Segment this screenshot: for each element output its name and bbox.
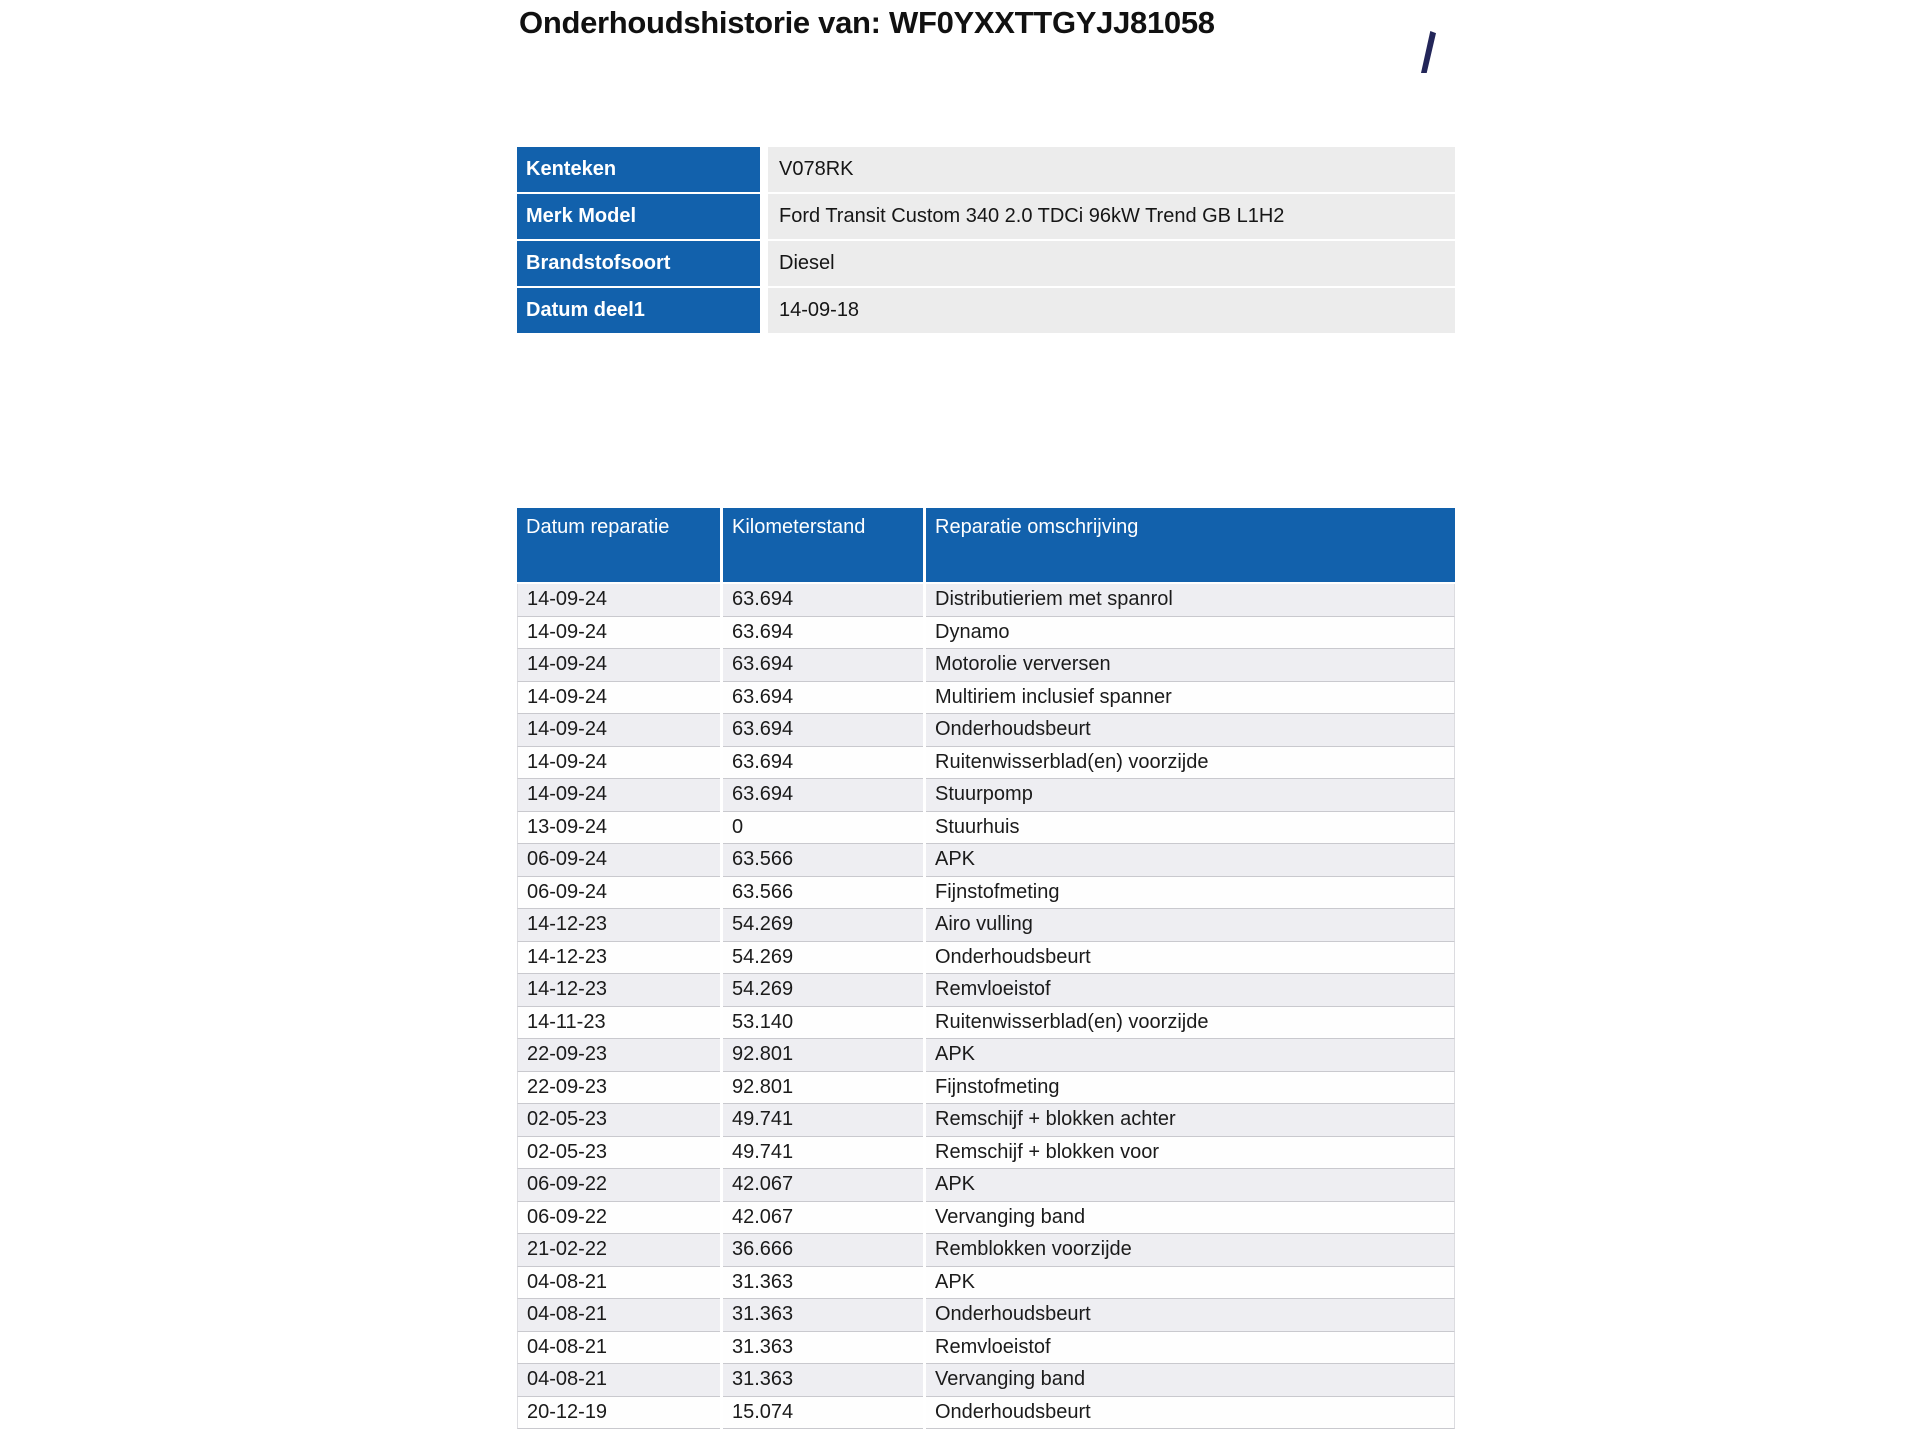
table-row bbox=[517, 617, 1455, 650]
column-header-datum-reparatie: Datum reparatie bbox=[517, 508, 720, 582]
info-value: V078RK bbox=[768, 147, 1455, 192]
maintenance-table-header bbox=[517, 508, 1455, 582]
cell-datum-reparatie: 04-08-21 bbox=[517, 1364, 720, 1397]
cell-datum-reparatie: 06-09-22 bbox=[517, 1202, 720, 1235]
cell-kilometerstand: 63.694 bbox=[723, 779, 923, 812]
cell-reparatie-omschrijving: Multiriem inclusief spanner bbox=[926, 682, 1455, 715]
cell-kilometerstand: 63.694 bbox=[723, 714, 923, 747]
cell-reparatie-omschrijving: Stuurhuis bbox=[926, 812, 1455, 845]
cell-kilometerstand: 36.666 bbox=[723, 1234, 923, 1267]
cell-kilometerstand: 49.741 bbox=[723, 1137, 923, 1170]
cell-kilometerstand: 54.269 bbox=[723, 974, 923, 1007]
cell-datum-reparatie: 06-09-22 bbox=[517, 1169, 720, 1202]
cell-datum-reparatie: 14-09-24 bbox=[517, 779, 720, 812]
cell-reparatie-omschrijving: Onderhoudsbeurt bbox=[926, 1397, 1455, 1430]
cell-reparatie-omschrijving: Ruitenwisserblad(en) voorzijde bbox=[926, 747, 1455, 780]
table-row bbox=[517, 1137, 1455, 1170]
cell-kilometerstand: 0 bbox=[723, 812, 923, 845]
cell-datum-reparatie: 22-09-23 bbox=[517, 1039, 720, 1072]
cell-datum-reparatie: 04-08-21 bbox=[517, 1299, 720, 1332]
table-row bbox=[517, 812, 1455, 845]
cell-reparatie-omschrijving: APK bbox=[926, 1039, 1455, 1072]
cell-reparatie-omschrijving: APK bbox=[926, 1267, 1455, 1300]
cell-kilometerstand: 31.363 bbox=[723, 1299, 923, 1332]
info-value: Ford Transit Custom 340 2.0 TDCi 96kW Trend GB L1H2 bbox=[768, 194, 1455, 239]
cell-kilometerstand: 54.269 bbox=[723, 909, 923, 942]
cell-kilometerstand: 63.694 bbox=[723, 682, 923, 715]
info-value: 14-09-18 bbox=[768, 288, 1455, 333]
logo-wedge-icon bbox=[1421, 31, 1436, 73]
cell-kilometerstand: 31.363 bbox=[723, 1267, 923, 1300]
cell-reparatie-omschrijving: Airo vulling bbox=[926, 909, 1455, 942]
column-header-reparatie-omschrijving: Reparatie omschrijving bbox=[926, 508, 1455, 582]
info-label: Kenteken bbox=[517, 147, 760, 192]
cell-datum-reparatie: 21-02-22 bbox=[517, 1234, 720, 1267]
cell-kilometerstand: 63.694 bbox=[723, 584, 923, 617]
table-row bbox=[517, 1299, 1455, 1332]
table-row bbox=[517, 649, 1455, 682]
cell-kilometerstand: 31.363 bbox=[723, 1364, 923, 1397]
table-row bbox=[517, 1234, 1455, 1267]
cell-datum-reparatie: 14-12-23 bbox=[517, 942, 720, 975]
info-label: Brandstofsoort bbox=[517, 241, 760, 286]
cell-reparatie-omschrijving: Onderhoudsbeurt bbox=[926, 942, 1455, 975]
maintenance-table-body bbox=[517, 584, 1455, 1429]
cell-datum-reparatie: 02-05-23 bbox=[517, 1137, 720, 1170]
cell-reparatie-omschrijving: Remvloeistof bbox=[926, 1332, 1455, 1365]
cell-reparatie-omschrijving: Onderhoudsbeurt bbox=[926, 714, 1455, 747]
cell-kilometerstand: 63.566 bbox=[723, 877, 923, 910]
cell-datum-reparatie: 14-09-24 bbox=[517, 682, 720, 715]
info-value: Diesel bbox=[768, 241, 1455, 286]
cell-reparatie-omschrijving: Distributieriem met spanrol bbox=[926, 584, 1455, 617]
table-row bbox=[517, 682, 1455, 715]
info-label: Merk Model bbox=[517, 194, 760, 239]
table-row bbox=[517, 1039, 1455, 1072]
cell-reparatie-omschrijving: Dynamo bbox=[926, 617, 1455, 650]
maintenance-history-table bbox=[517, 508, 1455, 1429]
table-row bbox=[517, 779, 1455, 812]
cell-datum-reparatie: 14-09-24 bbox=[517, 747, 720, 780]
cell-datum-reparatie: 06-09-24 bbox=[517, 844, 720, 877]
column-header-kilometerstand: Kilometerstand bbox=[723, 508, 923, 582]
table-row bbox=[517, 747, 1455, 780]
cell-datum-reparatie: 06-09-24 bbox=[517, 877, 720, 910]
cell-kilometerstand: 42.067 bbox=[723, 1202, 923, 1235]
cell-kilometerstand: 53.140 bbox=[723, 1007, 923, 1040]
table-row bbox=[517, 1397, 1455, 1430]
table-row bbox=[517, 1072, 1455, 1105]
table-row bbox=[517, 584, 1455, 617]
cell-datum-reparatie: 14-09-24 bbox=[517, 584, 720, 617]
cell-datum-reparatie: 14-09-24 bbox=[517, 617, 720, 650]
cell-reparatie-omschrijving: Ruitenwisserblad(en) voorzijde bbox=[926, 1007, 1455, 1040]
cell-kilometerstand: 63.566 bbox=[723, 844, 923, 877]
cell-kilometerstand: 63.694 bbox=[723, 747, 923, 780]
cell-datum-reparatie: 14-12-23 bbox=[517, 909, 720, 942]
cell-datum-reparatie: 02-05-23 bbox=[517, 1104, 720, 1137]
table-row bbox=[517, 1007, 1455, 1040]
table-row bbox=[517, 877, 1455, 910]
table-row bbox=[517, 909, 1455, 942]
cell-kilometerstand: 15.074 bbox=[723, 1397, 923, 1430]
cell-kilometerstand: 31.363 bbox=[723, 1332, 923, 1365]
page-title: Onderhoudshistorie van: WF0YXXTTGYJJ81058 bbox=[519, 5, 1215, 40]
vehicle-info-table bbox=[517, 147, 1455, 333]
cell-reparatie-omschrijving: Remvloeistof bbox=[926, 974, 1455, 1007]
cell-reparatie-omschrijving: Vervanging band bbox=[926, 1202, 1455, 1235]
table-row bbox=[517, 1169, 1455, 1202]
cell-kilometerstand: 63.694 bbox=[723, 649, 923, 682]
table-row bbox=[517, 1267, 1455, 1300]
cell-datum-reparatie: 14-09-24 bbox=[517, 714, 720, 747]
cell-reparatie-omschrijving: Remschijf + blokken achter bbox=[926, 1104, 1455, 1137]
cell-reparatie-omschrijving: Fijnstofmeting bbox=[926, 877, 1455, 910]
cell-datum-reparatie: 13-09-24 bbox=[517, 812, 720, 845]
cell-datum-reparatie: 04-08-21 bbox=[517, 1267, 720, 1300]
cell-datum-reparatie: 20-12-19 bbox=[517, 1397, 720, 1430]
table-row bbox=[517, 714, 1455, 747]
table-row bbox=[517, 844, 1455, 877]
cell-reparatie-omschrijving: Remschijf + blokken voor bbox=[926, 1137, 1455, 1170]
cell-datum-reparatie: 14-11-23 bbox=[517, 1007, 720, 1040]
table-row bbox=[517, 942, 1455, 975]
cell-kilometerstand: 63.694 bbox=[723, 617, 923, 650]
cell-kilometerstand: 54.269 bbox=[723, 942, 923, 975]
table-row bbox=[517, 1202, 1455, 1235]
cell-kilometerstand: 42.067 bbox=[723, 1169, 923, 1202]
cell-reparatie-omschrijving: Fijnstofmeting bbox=[926, 1072, 1455, 1105]
cell-kilometerstand: 49.741 bbox=[723, 1104, 923, 1137]
cell-kilometerstand: 92.801 bbox=[723, 1072, 923, 1105]
table-row bbox=[517, 1332, 1455, 1365]
cell-reparatie-omschrijving: APK bbox=[926, 844, 1455, 877]
cell-datum-reparatie: 14-09-24 bbox=[517, 649, 720, 682]
cell-reparatie-omschrijving: Stuurpomp bbox=[926, 779, 1455, 812]
cell-reparatie-omschrijving: Onderhoudsbeurt bbox=[926, 1299, 1455, 1332]
cell-datum-reparatie: 22-09-23 bbox=[517, 1072, 720, 1105]
cell-reparatie-omschrijving: Vervanging band bbox=[926, 1364, 1455, 1397]
info-label: Datum deel1 bbox=[517, 288, 760, 333]
cell-datum-reparatie: 04-08-21 bbox=[517, 1332, 720, 1365]
cell-reparatie-omschrijving: APK bbox=[926, 1169, 1455, 1202]
cell-reparatie-omschrijving: Motorolie verversen bbox=[926, 649, 1455, 682]
cell-kilometerstand: 92.801 bbox=[723, 1039, 923, 1072]
table-row bbox=[517, 974, 1455, 1007]
table-row bbox=[517, 1364, 1455, 1397]
cell-datum-reparatie: 14-12-23 bbox=[517, 974, 720, 1007]
cell-reparatie-omschrijving: Remblokken voorzijde bbox=[926, 1234, 1455, 1267]
table-row bbox=[517, 1104, 1455, 1137]
